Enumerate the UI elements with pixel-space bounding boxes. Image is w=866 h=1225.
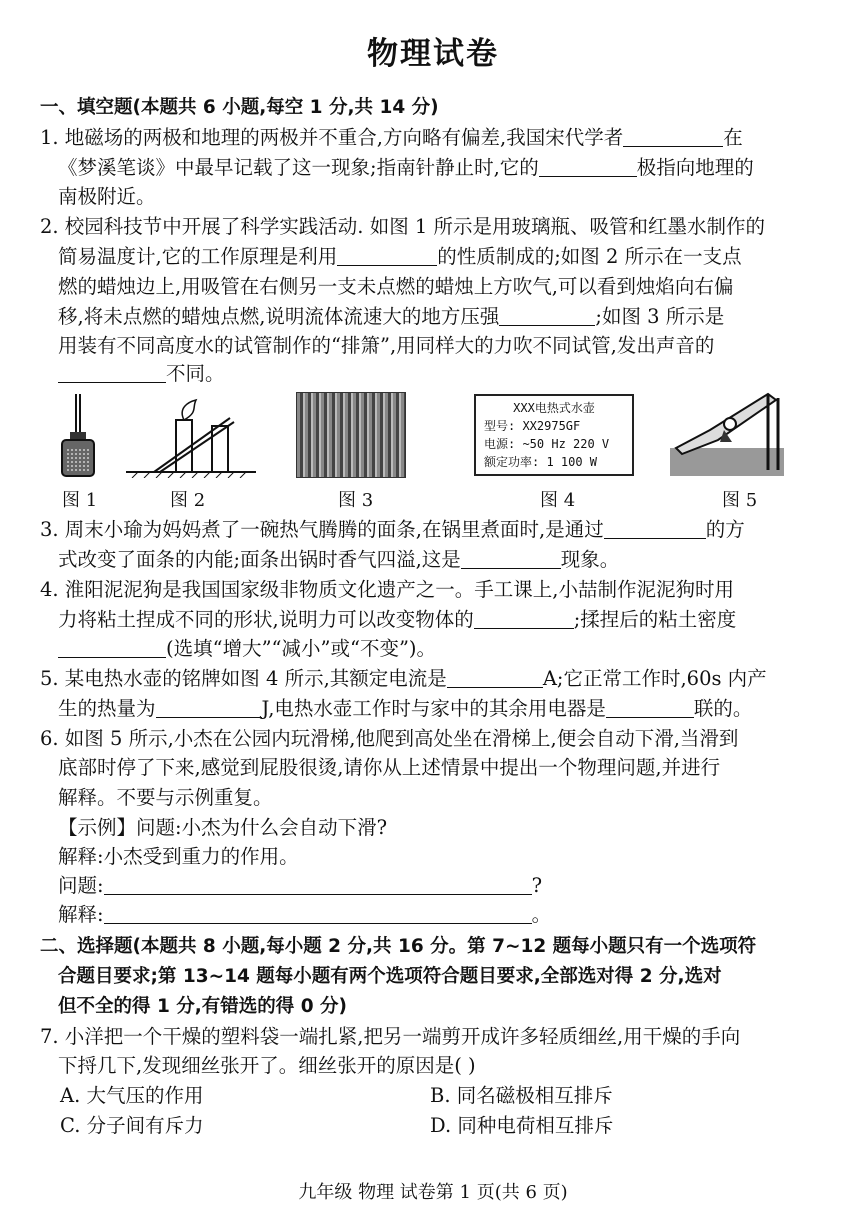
q2-text-e: 不同。 [166,362,225,385]
fig3-caption: 图 3 [338,490,374,511]
fig1-thermometer-drawing [58,392,102,478]
q4-blank1 [474,610,574,629]
q7-line2: 下捋几下,发现细丝张开了。细丝张开的原因是( ) [58,1054,476,1077]
q6-answer-label: 解释: [58,903,104,926]
q5-text-a: 5. 某电热水壶的铭牌如图 4 所示,其额定电流是 [40,667,447,690]
q6-question-end: ? [531,874,543,897]
fig2-candles-drawing [126,398,256,478]
q7-option-a: A. 大气压的作用 [60,1084,204,1107]
q1-line2 [58,156,754,180]
q4-text-c: (选填“增大”“减小”或“不变”)。 [166,637,437,660]
q3-text-b: 的方 [705,518,745,541]
plate-rated-power: 额定功率: 1 100 W [484,455,598,469]
q3-line2 [58,548,619,572]
q2-text-d: ;如图 3 所示是 [595,305,725,328]
q2-line5: 用装有不同高度水的试管制作的“排箫”,用同样大的力吹不同试管,发出声音的 [58,334,715,357]
q1-line1 [40,126,743,150]
q6-line3: 解释。不要与示例重复。 [58,786,273,809]
fig3-panpipe-photo [296,392,406,478]
q2-text-a: 简易温度计,它的工作原理是利用 [58,245,338,268]
q6-question-blank [104,876,532,895]
q2-line4 [58,305,724,329]
q4-line1: 4. 淮阳泥泥狗是我国国家级非物质文化遗产之一。手工课上,小喆制作泥泥狗时用 [40,578,735,601]
section1-header: 一、填空题(本题共 6 小题,每空 1 分,共 14 分) [40,97,439,118]
q5-text-c: 生的热量为 [58,697,156,720]
q2-text-b: 的性质制成的;如图 2 所示在一支点 [437,245,742,268]
q6-answer-blank [104,905,532,924]
q4-line2 [58,608,736,632]
q2-line1: 2. 校园科技节中开展了科学实践活动. 如图 1 所示是用玻璃瓶、吸管和红墨水制作的 [40,215,766,238]
q1-line3: 南极附近。 [58,185,156,208]
q7-line1: 7. 小洋把一个干燥的塑料袋一端扎紧,把另一端剪开成许多轻质细丝,用干燥的手向 [40,1025,741,1048]
q1-text-a: 1. 地磁场的两极和地理的两极并不重合,方向略有偏差,我国宋代学者 [40,126,624,149]
section2-header-line2: 合题目要求;第 13~14 题每小题有两个选项符合题目要求,全部选对得 2 分,选对 [58,966,722,987]
q5-line1 [40,667,767,691]
q4-line3 [58,637,436,661]
q1-text-c: 《梦溪笔谈》中最早记载了这一现象;指南针静止时,它的 [58,156,539,179]
plate-name: XXX电热式水壶 [513,401,595,415]
q2-blank1 [337,247,437,266]
q3-text-c: 式改变了面条的内能;面条出锅时香气四溢,这是 [58,548,461,571]
q1-blank2 [539,158,637,177]
q6-answer-end: 。 [531,903,552,926]
q5-blank3 [606,699,694,718]
section2-header-line1: 二、选择题(本题共 8 小题,每小题 2 分,共 16 分。第 7~12 题每小题只有一个选项符 [40,936,757,957]
plate-power-supply: 电源: ~50 Hz 220 V [484,437,610,451]
q6-line1: 6. 如图 5 所示,小杰在公园内玩滑梯,他爬到高处坐在滑梯上,便会自动下滑,当滑到 [40,727,739,750]
fig5-caption: 图 5 [722,490,758,511]
page-title: 物理试卷 [367,36,499,72]
q3-blank1 [604,520,706,539]
q5-text-e: 联的。 [693,697,753,720]
q2-blank2 [499,307,595,326]
section2-header-line3: 但不全的得 1 分,有错选的得 0 分) [58,996,347,1017]
q5-blank1 [447,669,543,688]
q4-blank2 [58,639,166,658]
fig1-caption: 图 1 [62,490,98,511]
q3-blank2 [461,550,561,569]
q6-answer-row [58,903,551,927]
q7-option-b: B. 同名磁极相互排斥 [430,1084,613,1107]
q7-option-d: D. 同种电荷相互排斥 [430,1114,614,1137]
q4-text-b: ;揉捏后的粘土密度 [573,608,737,631]
q6-example-answer: 解释:小杰受到重力的作用。 [58,845,299,868]
q1-text-b: 在 [723,126,743,149]
q5-text-b: A;它正常工作时,60s 内产 [542,667,767,690]
q3-text-d: 现象。 [560,548,620,571]
q4-text-a: 力将粘土捏成不同的形状,说明力可以改变物体的 [58,608,474,631]
q6-line2: 底部时停了下来,感觉到屁股很烫,请你从上述情景中提出一个物理问题,并进行 [58,756,721,779]
q2-line2 [58,245,742,269]
q6-example-question: 【示例】问题:小杰为什么会自动下滑? [58,816,388,839]
q5-text-d: J,电热水壶工作时与家中的其余用电器是 [261,697,606,720]
q3-line1 [40,518,745,542]
q3-text-a: 3. 周末小瑜为妈妈煮了一碗热气腾腾的面条,在锅里煮面时,是通过 [40,518,604,541]
fig4-nameplate [474,394,634,476]
plate-model: 型号: XX2975GF [484,419,581,433]
q7-option-c: C. 分子间有斥力 [60,1114,204,1137]
q5-blank2 [156,699,262,718]
q6-question-label: 问题: [58,874,104,897]
fig4-caption: 图 4 [540,490,576,511]
q6-question-row [58,874,542,898]
q5-line2 [58,697,752,721]
page-footer: 九年级 物理 试卷第 1 页(共 6 页) [298,1182,568,1203]
q1-text-d: 极指向地理的 [636,156,754,179]
q2-text-c: 移,将未点燃的蜡烛点燃,说明流体流速大的地方压强 [58,305,500,328]
fig2-caption: 图 2 [170,490,206,511]
fig5-slide-drawing [670,390,784,476]
q2-line6 [58,362,225,386]
q2-line3: 燃的蜡烛边上,用吸管在右侧另一支未点燃的蜡烛上方吹气,可以看到烛焰向右偏 [58,275,734,298]
q2-blank3 [58,364,166,383]
q1-blank1 [623,128,723,147]
